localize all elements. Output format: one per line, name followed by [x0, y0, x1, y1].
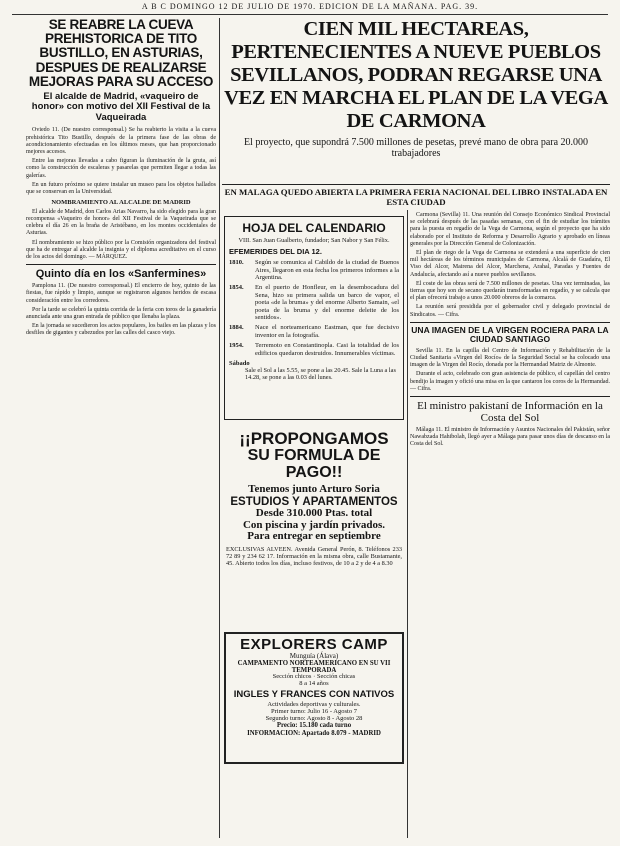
paragraph: El alcalde de Madrid, don Carlos Arias Navarro, ha sido elegido para la gran recompensa «Vaqueiro de honor» del XII Festival de la Vaqueirada que se celebra el día 26 en la braña de Aristébano, en los montes occidentales de Asturias.	[26, 208, 216, 237]
efemeride-row	[229, 284, 399, 321]
cave-body	[26, 127, 216, 196]
carmona-body	[410, 212, 610, 319]
sanfermines-body	[26, 283, 216, 337]
calendar-box	[224, 216, 404, 420]
mayor-body	[26, 209, 216, 261]
ad-line: INFORMACION: Apartado 8.079 - MADRID	[247, 729, 381, 737]
ad-contact: EXCLUSIVAS ALVEEN. Avenida General Perón, 8. Teléfonos 233 72 89 y 234 62 17. Información en la misma obra, calle Bustamante, 45. Abierto todos los días, incluso festivos, de 10 a 2 y de 4 a 8.30	[226, 545, 402, 568]
ad-line: INGLES Y FRANCES CON NATIVOS	[233, 688, 395, 700]
ad-line: Desde 310.000 Ptas. total	[255, 507, 373, 520]
malaga-headline: EN MALAGA QUEDO ABIERTA LA PRIMERA FERIA NACIONAL DEL LIBRO INSTALADA EN ESTA CIUDAD	[224, 187, 608, 207]
efemeride-text: Terremoto en Constantinopla. Casi la totalidad de los edificios quedaron destruidos. Innumerables víctimas.	[255, 342, 399, 357]
efemeride-year: 1810.	[229, 259, 244, 267]
ad-line: ¡¡PROPONGAMOS	[239, 429, 389, 448]
paragraph: Por la tarde se celebró la quinta corrida de la feria con toros de la ganadería anunciada ante una gran entrada de público que llenaba la plaza.	[26, 306, 216, 320]
column-separator	[219, 18, 220, 838]
ad-line: ESTUDIOS Y APARTAMENTOS	[230, 495, 398, 508]
sun-title: Sábado	[229, 360, 250, 368]
efemeride-year: 1954.	[229, 342, 244, 350]
main-headline: CIEN MIL HECTAREAS, PERTENECIENTES A NUEVE PUEBLOS SEVILLANOS, PODRAN REGARSE UNA VEZ EN MARCHA EL PLAN DE LA VEGA DE CARMONA	[224, 18, 608, 132]
calendar-title: HOJA DEL CALENDARIO	[242, 221, 386, 235]
paragraph: Málaga 11. El ministro de Información y Asuntos Nacionales del Pakistán, señor Nawabzada Hahibolah, llegó ayer a Málaga para pasar unos días de descanso en la Costa del Sol.	[410, 427, 610, 448]
ad-line: Primer turno: Julio 16 - Agosto 7	[271, 707, 357, 715]
ad-line: SU FORMULA DE PAGO!!	[247, 446, 381, 481]
ad-line: Precio: 15.180 cada turno	[276, 722, 352, 730]
minister-body	[410, 427, 610, 449]
ad-line: Con piscina y jardín privados.	[242, 518, 386, 531]
ad-line: Para entregar en septiembre	[247, 530, 381, 543]
efemeride-row	[229, 259, 399, 281]
divider	[26, 264, 216, 265]
running-head: A B C DOMINGO 12 DE JULIO DE 1970. EDICION DE LA MAÑANA. PAG. 39.	[12, 2, 608, 15]
paragraph: En la jornada se sucedieron los actos populares, los bailes en las plazas y los desfiles de gigantes y cabezudos por las calles del casco viejo.	[26, 323, 216, 337]
efemeride-text: Nace el norteamericano Eastman, que fue decisivo inventor en la fotografía.	[255, 324, 399, 339]
sanfermines-title: Quinto día en los «Sanfermines»	[35, 268, 207, 281]
ad-line: CAMPAMENTO NORTEAMERICANO EN SU VII TEMPORADA	[237, 660, 391, 675]
virgin-headline: UNA IMAGEN DE LA VIRGEN ROCIERA PARA LA CIUDAD SANTIAGO	[411, 324, 609, 345]
main-deck: El proyecto, que supondrá 7.500 millones de pesetas, prevé mano de obra para 20.000 trabajadores	[243, 137, 589, 159]
malaga-story	[222, 184, 610, 209]
cave-subhead: El alcalde de Madrid, «vaqueiro de honor» con motivo del XII Festival de la Vaqueirada	[31, 90, 211, 123]
ad-line: Sección chicos · Sección chicas	[272, 673, 356, 681]
formula-ad	[224, 428, 404, 628]
efemeride-year: 1884.	[229, 324, 244, 332]
minister-headline: El ministro pakistaní de Información en la Costa del Sol	[417, 400, 603, 425]
paragraph: Carmona (Sevilla) 11. Una reunión del Consejo Económico Sindical Provincial se celebrará después de las pasadas semanas, con el fin de estudiar los trámites para la puesta en regadío de la Vega de Carmona, según el proyecto que ha sido elaborado por el Instituto de Reforma y Desarrollo Agrario y aprobado en líneas generales por la Dirección General de Colonización.	[410, 212, 610, 247]
paragraph: La reunión será presidida por el gobernador civil y delegado provincial de Sindicatos. — Cifra.	[410, 304, 610, 318]
camp-ad	[224, 632, 404, 764]
efemeride-text: Según se comunica al Cabildo de la ciudad de Buenos Aires, llegaron en esta fecha los primeros informes a la Argentina.	[255, 259, 399, 282]
cave-headline: SE REABRE LA CUEVA PREHISTORICA DE TITO BUSTILLO, EN ASTURIAS, DESPUES DE REALIZARSE MEJORAS PARA SU ACCESO	[28, 17, 214, 89]
left-column	[26, 18, 216, 838]
paragraph: Sevilla 11. En la capilla del Centro de Información y Rehabilitación de la Ciudad Sanitaria «Virgen del Rocío» de la Seguridad Social se ha colocado una imagen de la Virgen del Rocío, donada por la Hermandad Matriz de Almonte.	[410, 347, 610, 369]
efemerides-title: EFEMERIDES DEL DIA 12.	[229, 247, 322, 257]
paragraph: El coste de las obras será de 7.500 millones de pesetas. Una vez terminadas, las tierras que hoy son de secano quedarán transformadas en regadío, y se calcula que el plan ofrecerá trabajo a unos 20.000 obreros de la comarca.	[410, 280, 610, 302]
calendar-saints: VIII. San Juan Gualberto, fundador; San Nabor y San Félix.	[238, 237, 390, 244]
main-story	[222, 18, 610, 159]
efemeride-year: 1854.	[229, 284, 244, 292]
paragraph: En un futuro próximo se quiere instalar un museo para los objetos hallados que se conservan en la Universidad.	[26, 181, 216, 195]
paragraph: Entre las mejoras llevadas a cabo figuran la iluminación de la gruta, así como la construcción de escaleras y pasarelas que permiten llegar a todas las galerías.	[26, 158, 216, 179]
divider	[410, 322, 610, 323]
paragraph: Durante el acto, celebrado con gran asistencia de público, el capellán del centro bendijo la imagen y ofició una misa en la que cantaron los coros de la Hermandad. — Cifra.	[410, 371, 610, 392]
section-title-mayor: NOMBRAMIENTO AL ALCALDE DE MADRID	[51, 199, 191, 207]
efemeride-row	[229, 324, 399, 339]
virgin-body	[410, 348, 610, 393]
divider	[410, 396, 610, 397]
ad-line: 8 a 14 años	[299, 680, 329, 688]
column-separator	[407, 210, 408, 838]
sun-text: Sale el Sol a las 5.55, se pone a las 20.45. Sale la Luna a las 14.28, se pone a las 0.03 del lunes.	[245, 367, 396, 382]
efemeride-text: En el puerto de Honfleur, en la desembocadura del Sena, hizo su primera salida un barco de vapor, el poeta «de la bruma» y del enorme Alberto Samain, «el poeta de la bruma y del enorme deleite de los sentidos».	[255, 284, 399, 322]
efemeride-row	[229, 342, 399, 357]
paragraph: El nombramiento se hizo público por la Comisión organizadora del festival que ha de entregar al alcalde la insignia y el diploma acreditativo en el curso de los actos del domingo. — MÁRQUEZ.	[26, 239, 216, 260]
ad-line: Segundo turno: Agosto 8 - Agosto 28	[265, 714, 363, 722]
ad-line: Actividades deportivas y culturales.	[267, 700, 361, 708]
paragraph: Oviedo 11. (De nuestro corresponsal.) Se ha reabierto la visita a la cueva prehistórica Tito Bustillo, después de la primera fase de las obras de acondicionamiento efectuadas en los últimos meses, que han proporcionado mejores accesos.	[26, 127, 216, 155]
paragraph: El plan de riego de la Vega de Carmona se extenderá a una superficie de cien mil hectáreas de los términos municipales de Carmona, Alcalá de Guadaíra, El Viso del Alcor, Mairena del Alcor, Marchena, Arahal, Paradas y Fuentes de Andalucía, afectando así a nueve pueblos sevillanos.	[410, 250, 610, 278]
right-column	[410, 212, 610, 838]
camp-title: EXPLORERS CAMP	[240, 636, 388, 653]
camp-place: Munguía (Álava)	[289, 651, 339, 660]
ad-line: Tenemos junto Arturo Soria	[248, 483, 380, 496]
paragraph: Pamplona 11. (De nuestro corresponsal.) El encierro de hoy, quinto de las fiestas, fue rápido y limpio, aunque se registraron algunos heridos de escasa consideración entre los corredores.	[26, 283, 216, 304]
